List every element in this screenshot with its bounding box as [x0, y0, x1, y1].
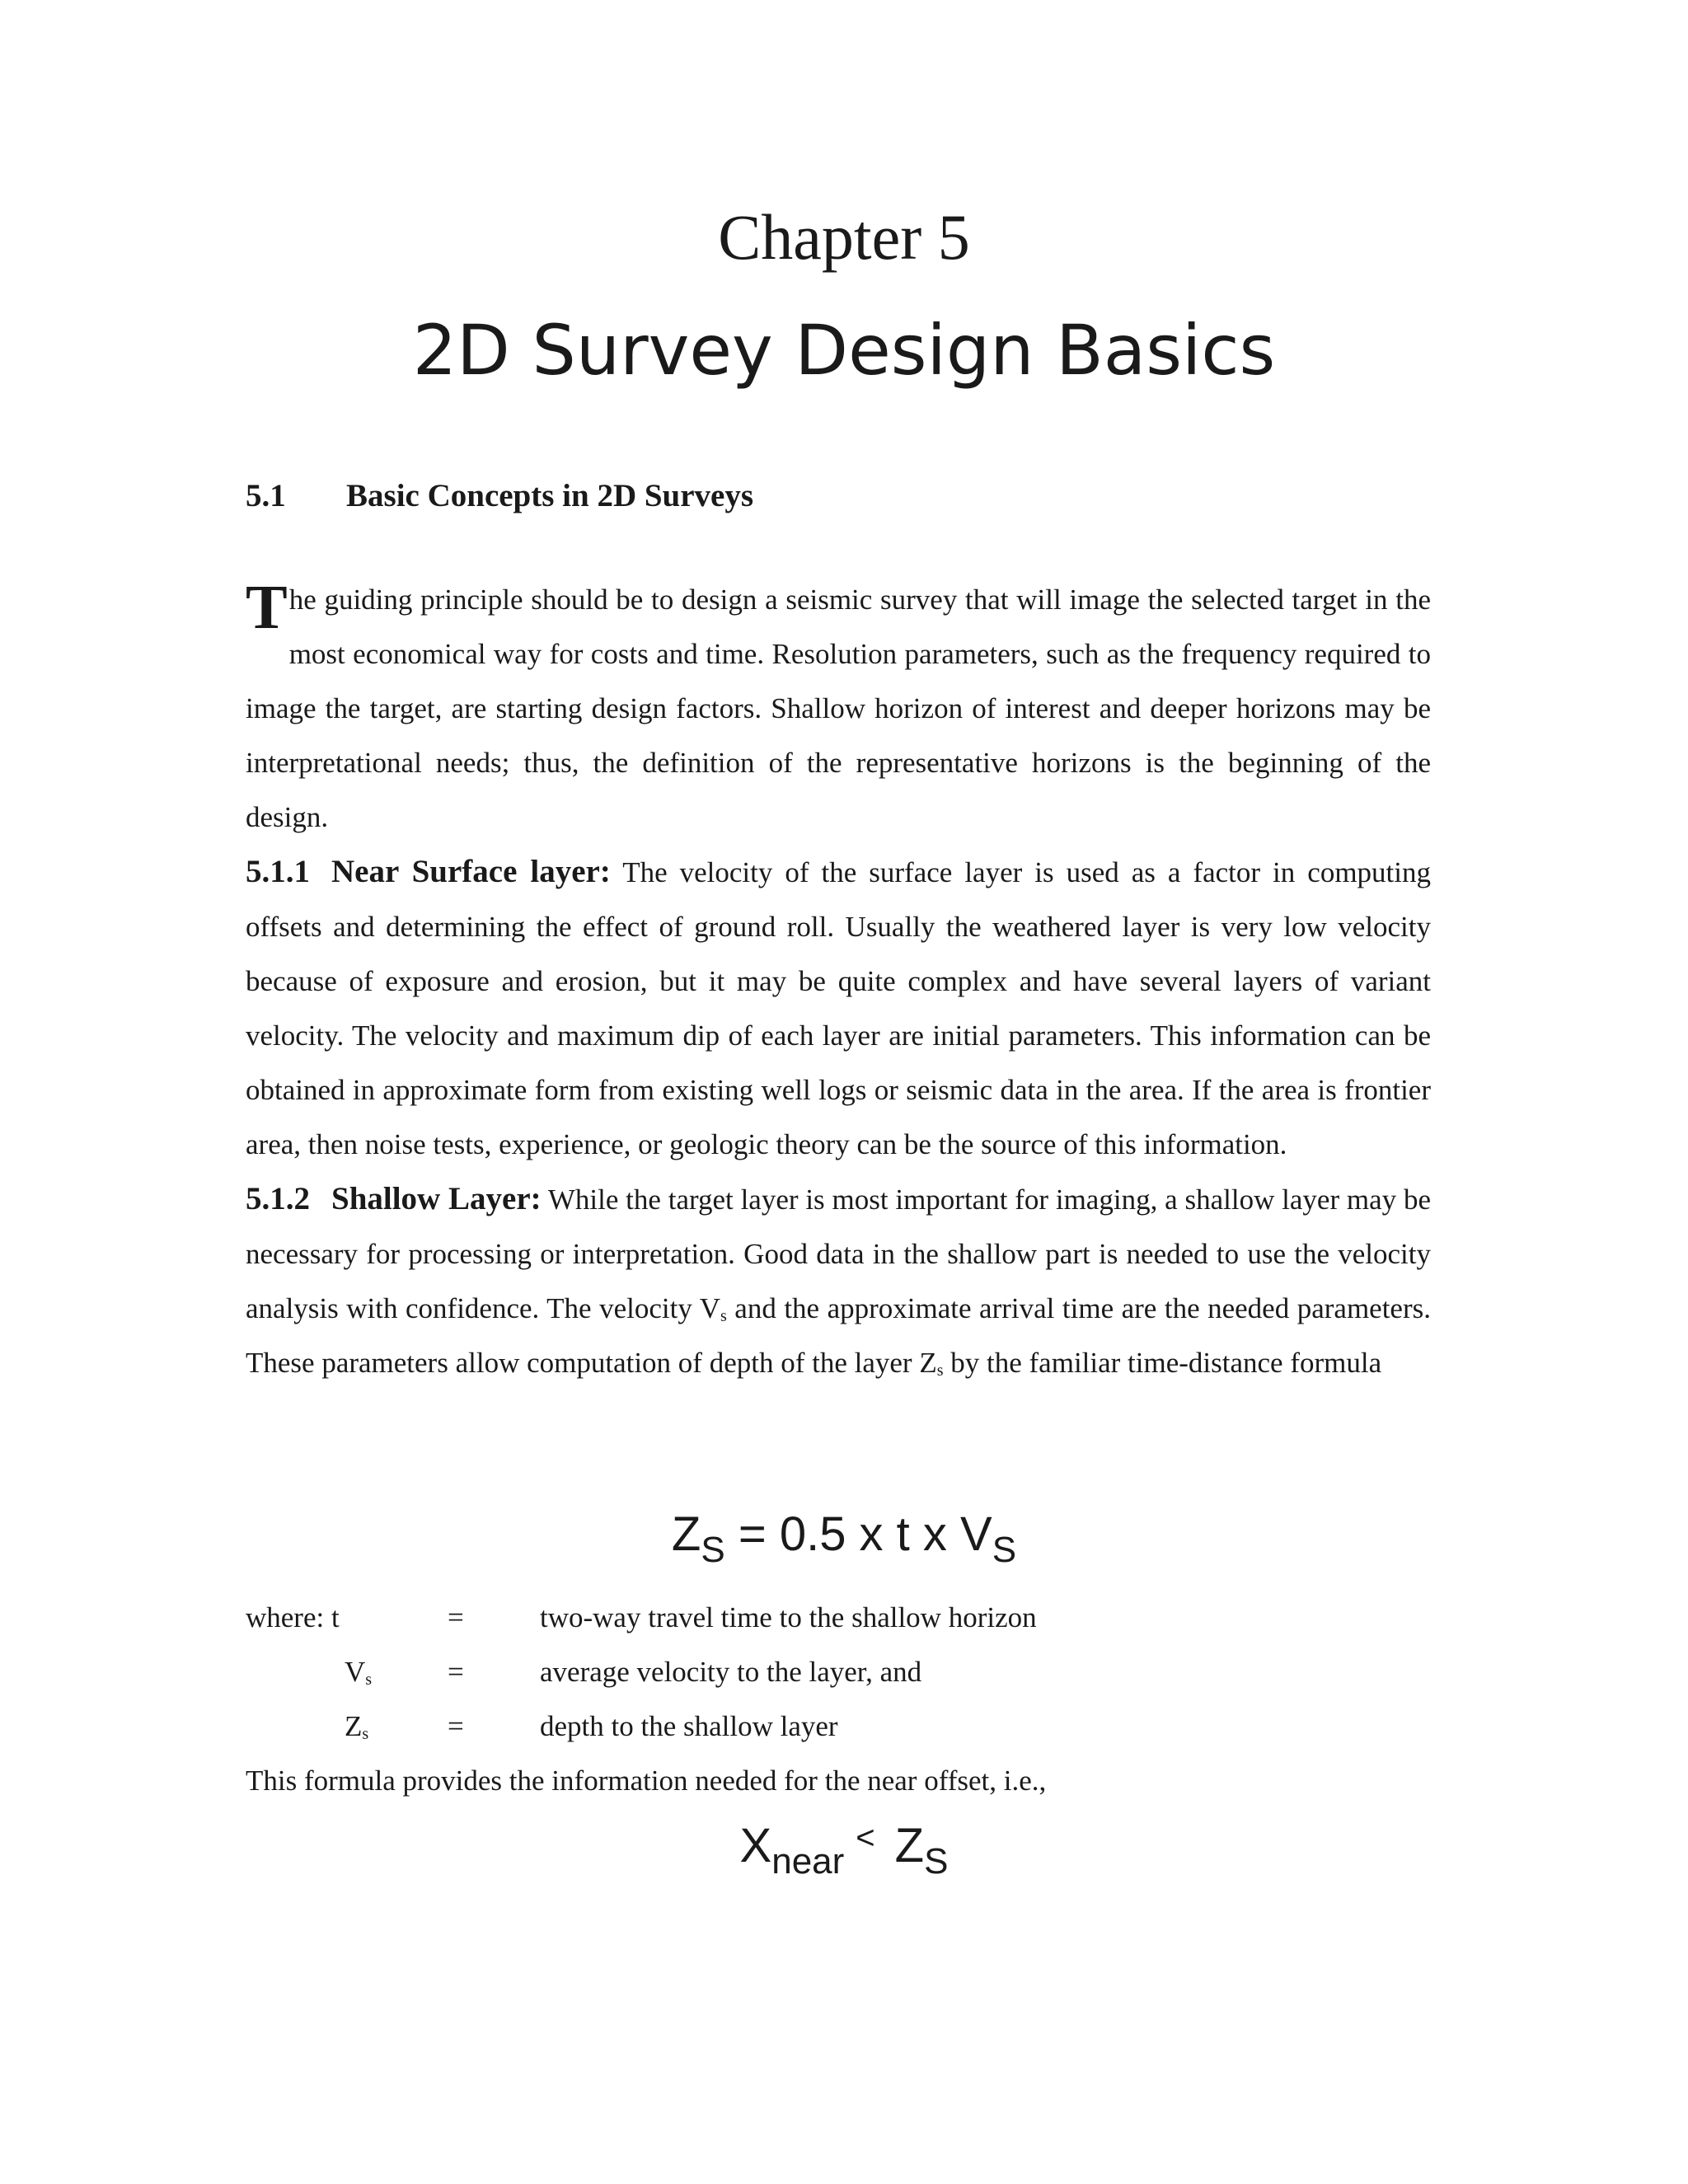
shallow-layer-number: 5.1.2: [246, 1181, 310, 1216]
where-description: two-way travel time to the shallow horizon: [540, 1601, 1037, 1633]
section-number: 5.1: [246, 478, 286, 513]
body-text: [246, 573, 1431, 1390]
where-description: average velocity to the layer, and: [540, 1656, 922, 1688]
shallow-layer-text-b: and the approximate arrival time are the needed parameters. These parameters allow computation of depth of the layer Z: [246, 1292, 1431, 1379]
zs-subscript: s: [936, 1361, 944, 1380]
chapter-label: Chapter 5: [718, 201, 970, 273]
near-surface-title: Near Surface layer:: [331, 854, 611, 889]
formula2-x-sub: near: [771, 1841, 845, 1882]
shallow-layer-paragraph: [246, 1172, 1431, 1390]
near-surface-text: The velocity of the surface layer is used as a factor in computing offsets and determining the effect of ground roll. Usually the weathered layer is very low velocity because of exposure and erosion, but it may be quite complex and have several layers of variant velocity. The velocity and maximum dip of each layer are initial parameters. This information can be obtained in approximate form from existing well logs or seismic data in the area. If the area is frontier area, then noise tests, experience, or geologic theory can be the source of this information.: [246, 856, 1431, 1160]
intro-paragraph: [246, 573, 1431, 845]
formula2-z: Z: [894, 1819, 925, 1872]
near-surface-heading: [246, 854, 611, 889]
where-description: depth to the shallow layer: [540, 1710, 838, 1742]
shallow-layer-title: Shallow Layer:: [331, 1181, 542, 1216]
section-heading: [246, 471, 753, 521]
shallow-layer-text-c: by the familiar time-distance formula: [943, 1347, 1382, 1379]
near-offset-formula: [0, 1818, 1688, 1882]
formula1-middle: = 0.5 x t x V: [724, 1507, 992, 1561]
where-equals: =: [448, 1656, 464, 1688]
intro-text: he guiding principle should be to design a seismic survey that will image the selected target in the most economical way for costs and time. Resolution parameters, such as the frequency required to image the target, are starting design factors. Shallow horizon of interest and deeper horizons may be interpretational needs; thus, the definition of the representative horizons is the beginning of the design.: [246, 583, 1431, 833]
near-surface-number: 5.1.1: [246, 854, 310, 889]
where-symbol: where: t: [246, 1601, 340, 1633]
formula1-v-sub: S: [992, 1530, 1017, 1570]
drop-cap: T: [246, 573, 288, 642]
formula1-z: Z: [671, 1507, 701, 1561]
where-symbol: $V_s$: [345, 1656, 373, 1689]
chapter-title: 2D Survey Design Basics: [412, 310, 1276, 391]
where-equals: =: [448, 1601, 464, 1633]
near-surface-paragraph: [246, 845, 1431, 1172]
where-list: [246, 1591, 1037, 1754]
shallow-layer-text-a: While the target layer is most important for imaging, a shallow layer may be necessary for processing or interpretation. Good data in the shallow part is needed to use the velocity analysis with confidence. The velocity V: [246, 1183, 1432, 1324]
section-title: Basic Concepts in 2D Surveys: [346, 478, 754, 513]
formula2-x: X: [739, 1819, 772, 1872]
formula1-z-sub: S: [701, 1530, 725, 1570]
near-offset-note: This formula provides the information needed for the near offset, i.e.,: [246, 1765, 1047, 1797]
where-row: [246, 1699, 1037, 1754]
formula2-z-sub: S: [924, 1841, 949, 1882]
vs-subscript: s: [720, 1307, 727, 1325]
where-row: [246, 1645, 1037, 1699]
formula2-operator: <: [856, 1820, 875, 1856]
depth-formula: [0, 1507, 1688, 1570]
where-row: [246, 1591, 1037, 1645]
where-symbol: $Z_s$: [345, 1710, 369, 1743]
where-equals: =: [448, 1710, 464, 1742]
shallow-layer-heading: [246, 1181, 542, 1216]
